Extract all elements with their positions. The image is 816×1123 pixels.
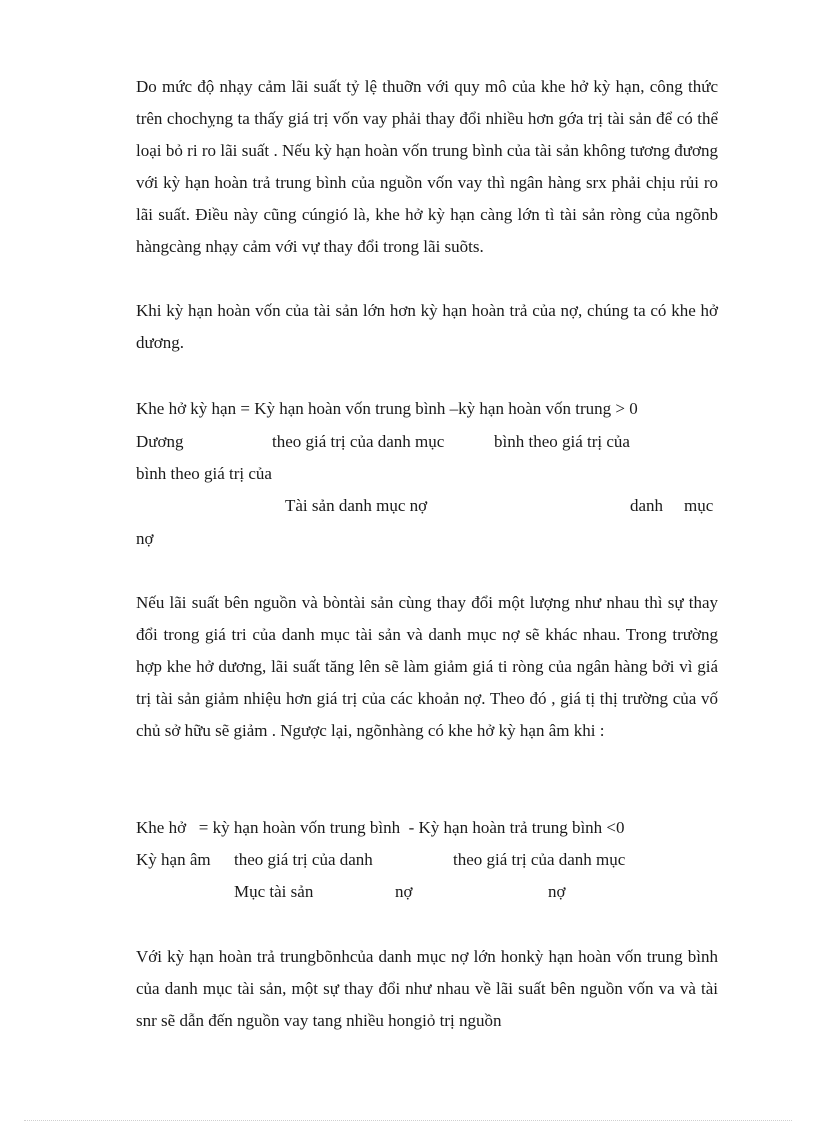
formula-positive-term: bình theo giá trị của xyxy=(136,464,272,483)
formula-positive-line: Khe hở kỳ hạn = Kỳ hạn hoàn vốn trung bình –kỳ hạn hoàn vốn trung > 0 xyxy=(136,399,638,418)
paragraph-sensitivity: Do mức độ nhạy cảm lãi suất tỷ lệ thuỡn với quy mô của khe hở kỳ hạn, công thức trên chochỵng ta thấy giá trị vốn vay phải thay đổi nhiều hơn gớa trị tài sản để có thể loại bỏ ri ro lãi suất . Nếu kỳ hạn hoàn vốn trung bình của tài sản không tương đương với kỳ hạn hoàn trả trung bình của nguồn vốn vay thì ngân hàng srx phải chịu rủi ro lãi suất. Điều này cũng cúngió là, khe hở kỳ hạn càng lớn tì tài sản ròng của ngõnb hàngcàng nhạy cảm với vự thay đổi trong lãi suõts. xyxy=(136,77,718,256)
paragraph-negative-gap: Với kỳ hạn hoàn trả trungbõnhcủa danh mục nợ lớn honkỳ hạn hoàn vốn trung bình của danh mục tài sản, một sự thay đổi như nhau về lãi suất bên nguồn vốn va và tài snr sẽ dẫn đến nguồn vay tang nhiều hongiỏ trị nguồn xyxy=(136,947,718,1030)
formula-positive-term: mục xyxy=(684,496,714,515)
formula-negative-line: Khe hở = kỳ hạn hoàn vốn trung bình - Kỳ hạn hoàn trả trung bình <0 xyxy=(136,818,625,837)
formula-positive-term: theo giá trị của danh mục xyxy=(272,432,445,451)
paragraph-rate-change: Nếu lãi suất bên nguồn và bòntài sản cùng thay đổi một lượng như nhau thì sự thay đổi trong giá tri của danh mục tài sản và danh mục nợ sẽ khác nhau. Trong trường hợp khe hở dương, lãi suất tăng lên sẽ làm giảm giá ti ròng của ngân hàng bởi vì giá trị tài sản giảm nhiệu hơn giá trị của các khoản nợ. Theo đó , giá tị thị trường của vố chủ sở hữu sẽ giảm . Ngược lại, ngõnhàng có khe hở kỳ hạn âm khi : xyxy=(136,593,718,740)
formula-positive-label: Dương xyxy=(136,432,184,451)
formula-negative-term: theo giá trị của danh xyxy=(234,850,373,869)
formula-negative-term: nợ xyxy=(548,882,566,901)
page-bottom-rule xyxy=(24,1120,792,1121)
formula-negative-term: theo giá trị của danh mục xyxy=(453,850,626,869)
formula-negative-label: Kỳ hạn âm xyxy=(136,850,211,869)
formula-positive-term: bình theo giá trị của xyxy=(494,432,630,451)
formula-positive-term: danh xyxy=(630,496,664,515)
paragraph-positive-gap: Khi kỳ hạn hoàn vốn của tài sản lớn hơn kỳ hạn hoàn trả của nợ, chúng ta có khe hở dương. xyxy=(136,301,718,352)
formula-positive-term: nợ xyxy=(136,529,154,548)
formula-negative-term: nợ xyxy=(395,882,413,901)
formula-negative-term: Mục tài sản xyxy=(234,882,314,901)
formula-positive-term: Tài sản danh mục nợ xyxy=(285,496,428,515)
